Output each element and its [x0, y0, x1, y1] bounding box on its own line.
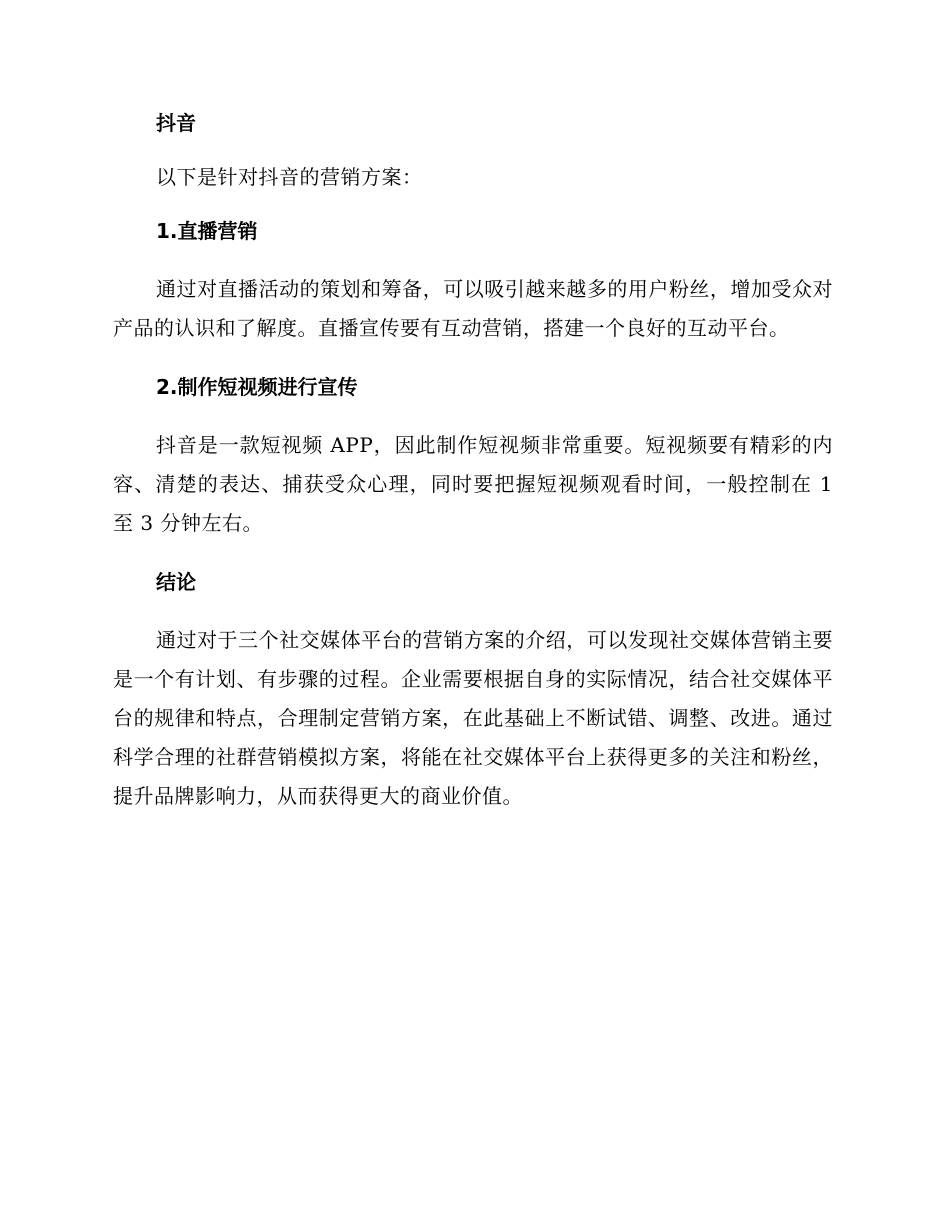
conclusion-paragraph: 通过对于三个社交媒体平台的营销方案的介绍，可以发现社交媒体营销主要是一个有计划、有步骤的过程。企业需要根据自身的实际情况，结合社交媒体平台的规律和特点，合理制定营销方案，在此基础上不断试错、调整、改进。通过科学合理的社群营销模拟方案，将能在社交媒体平台上获得更多的关注和粉丝，提升品牌影响力，从而获得更大的商业价值。	[113, 628, 833, 808]
document-body	[113, 108, 833, 840]
short-video-paragraph: 抖音是一款短视频 APP，因此制作短视频非常重要。短视频要有精彩的内容、清楚的表达、捕获受众心理，同时要把握短视频观看时间，一般控制在 1 至 3 分钟左右。	[113, 433, 833, 535]
section-heading-conclusion: 结论	[156, 570, 196, 594]
livestream-paragraph: 通过对直播活动的策划和筹备，可以吸引越来越多的用户粉丝，增加受众对产品的认识和了解度。直播宣传要有互动营销，搭建一个良好的互动平台。	[113, 277, 833, 340]
section-heading-douyin: 抖音	[156, 111, 196, 135]
intro-paragraph: 以下是针对抖音的营销方案：	[156, 165, 423, 189]
section-heading-livestream: 1.直播营销	[156, 219, 258, 243]
section-heading-short-video: 2.制作短视频进行宣传	[156, 375, 358, 399]
